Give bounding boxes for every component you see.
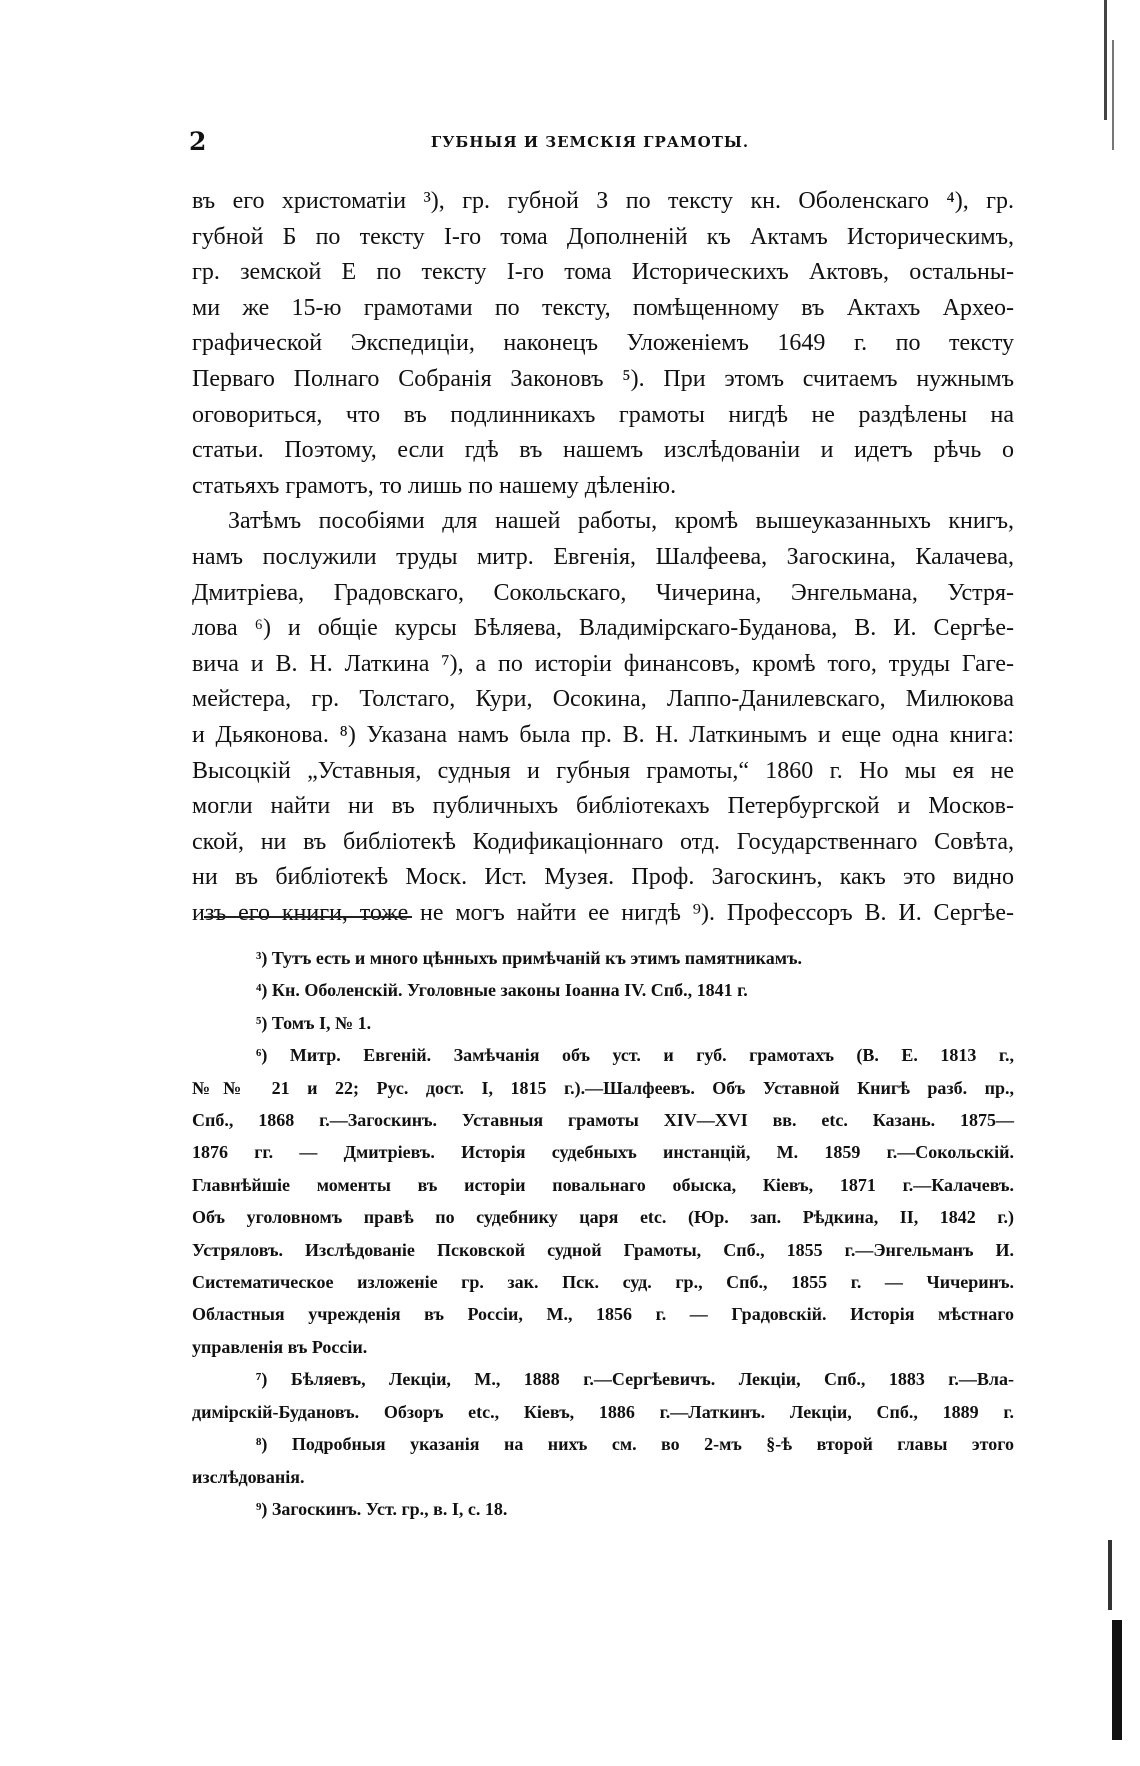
footnote-separator (204, 916, 412, 918)
text-line: изъ его книги, тоже не могъ найти ее нигдѣ ⁹). Профессоръ В. И. Сергѣе- (192, 899, 1014, 926)
scan-edge-mark-bottom (1112, 1620, 1122, 1740)
scan-edge-mark-lower (1108, 1540, 1112, 1610)
footnote-line: Устряловъ. Изслѣдованіе Псковской судной Грамоты, Спб., 1855 г.—Энгельманъ И. (192, 1239, 1014, 1260)
running-title: ГУБНЫЯ И ЗЕМСКІЯ ГРАМОТЫ. (430, 133, 750, 151)
text-line: ми же 15-ю грамотами по тексту, помѣщенному въ Актахъ Археo- (192, 294, 1014, 321)
footnote-9: ⁹) Загоскинъ. Уст. гр., в. I, с. 18. (256, 1498, 508, 1519)
text-line: въ его христоматіи ³), гр. губной З по тексту кн. Оболенскаго ⁴), гр. (192, 188, 1014, 214)
footnote-line: Областныя учрежденія въ Россіи, М., 1856 г. — Градовскій. Исторія мѣстнаго (192, 1304, 1014, 1325)
text-line: Высоцкій „Уставныя, судныя и губныя грамоты,“ 1860 г. Но мы ея не (192, 757, 1014, 784)
footnote-line: №№ 21 и 22; Рус. дост. I, 1815 г.).—Шалфеевъ. Объ Уставной Книгѣ разб. пр., (192, 1077, 1014, 1098)
text-line: губной Б по тексту I-го тома Дополненій къ Актамъ Историческимъ, (192, 223, 1014, 250)
text-line: и Дьяконова. ⁸) Указана намъ была пр. В. Н. Латкинымъ и еще одна книга: (192, 721, 1014, 748)
paragraph-start-line: Затѣмъ пособіями для нашей работы, кромѣ вышеуказанныхъ книгъ, (228, 508, 1014, 535)
text-line: Перваго Полнаго Собранія Законовъ ⁵). При этомъ считаемъ нужнымъ (192, 365, 1014, 392)
text-line: мейстера, гр. Толстаго, Кури, Осокина, Лаппо-Данилевскаго, Милюкова (192, 686, 1014, 713)
footnote-line: Объ уголовномъ правѣ по судебнику царя etc. (Юр. зап. Рѣдкина, II, 1842 г.) (192, 1207, 1014, 1228)
footnote-line: изслѣдованія. (192, 1466, 305, 1487)
text-line: гр. земской Е по тексту I-го тома Историческихъ Актовъ, остальны- (192, 259, 1014, 286)
text-line: намъ послужили труды митр. Евгенія, Шалфеева, Загоскина, Калачева, (192, 543, 1014, 570)
footnote-5: ⁵) Томъ I, № 1. (256, 1012, 372, 1033)
footnote-line: димірскій-Будановъ. Обзоръ etc., Кіевъ, 1886 г.—Латкинъ. Лекціи, Спб., 1889 г. (192, 1401, 1014, 1422)
footnote-6: ⁶) Митр. Евгеній. Замѣчанія объ уст. и губ. грамотахъ (В. Е. 1813 г., (256, 1045, 1014, 1066)
text-line: ни въ библіотекѣ Моск. Ист. Музея. Проф. Загоскинъ, какъ это видно (192, 864, 1014, 891)
text-line: графической Экспедиціи, наконецъ Уложеніемъ 1649 г. по тексту (192, 330, 1014, 357)
footnote-7: ⁷) Бѣляевъ, Лекціи, М., 1888 г.—Сергѣевичъ. Лекціи, Спб., 1883 г.—Вла- (256, 1369, 1014, 1390)
text-line: лова ⁶) и общіе курсы Бѣляева, Владимірскаго-Буданова, В. И. Сергѣе- (192, 615, 1014, 642)
page-number: 2 (189, 127, 207, 156)
footnote-line: 1876 гг. — Дмитріевъ. Исторія судебныхъ инстанцій, М. 1859 г.—Сокольскій. (192, 1142, 1014, 1163)
text-line: могли найти ни въ публичныхъ библіотекахъ Петербургской и Москов- (192, 793, 1014, 820)
footnotes (192, 942, 1014, 1525)
footnote-3: ³) Тутъ есть и много цѣнныхъ примѣчаній къ этимъ памятникамъ. (256, 948, 803, 968)
text-line: статьяхъ грамотъ, то лишь по нашему дѣленію. (192, 472, 677, 499)
text-line: ской, ни въ библіотекѣ Кодификаціоннаго отд. Государственнаго Совѣта, (192, 828, 1014, 855)
footnote-8: ⁸) Подробныя указанія на нихъ см. во 2-мъ §-ѣ второй главы этого (256, 1434, 1014, 1455)
footnote-4: ⁴) Кн. Оболенскій. Уголовные законы Іоанна IV. Спб., 1841 г. (256, 980, 748, 1001)
text-line: оговориться, что въ подлинникахъ грамоты нигдѣ не раздѣлены на (192, 401, 1014, 428)
text-line: вича и В. Н. Латкина ⁷), а по исторіи финансовъ, кромѣ того, труды Гаге- (192, 650, 1014, 677)
text-line: статьи. Поэтому, если гдѣ въ нашемъ изслѣдованіи и идетъ рѣчь о (192, 437, 1014, 464)
main-text (192, 184, 1014, 931)
footnote-line: Спб., 1868 г.—Загоскинъ. Уставныя грамоты XIV—XVI вв. etc. Казань. 1875— (192, 1110, 1014, 1131)
footnote-line: Систематическое изложеніе гр. зак. Пск. суд. гр., Спб., 1855 г. — Чичеринъ. (192, 1272, 1014, 1293)
footnote-line: управленія въ Россіи. (192, 1336, 368, 1357)
scan-edge-mark-top (1104, 0, 1107, 120)
footnote-line: Главнѣйшіе моменты въ исторіи повальнаго обыска, Кіевъ, 1871 г.—Калачевъ. (192, 1174, 1014, 1195)
text-line: Дмитріева, Градовскаго, Сокольскаго, Чичерина, Энгельмана, Устря- (192, 579, 1014, 606)
scan-edge-mark-upper (1112, 40, 1114, 150)
